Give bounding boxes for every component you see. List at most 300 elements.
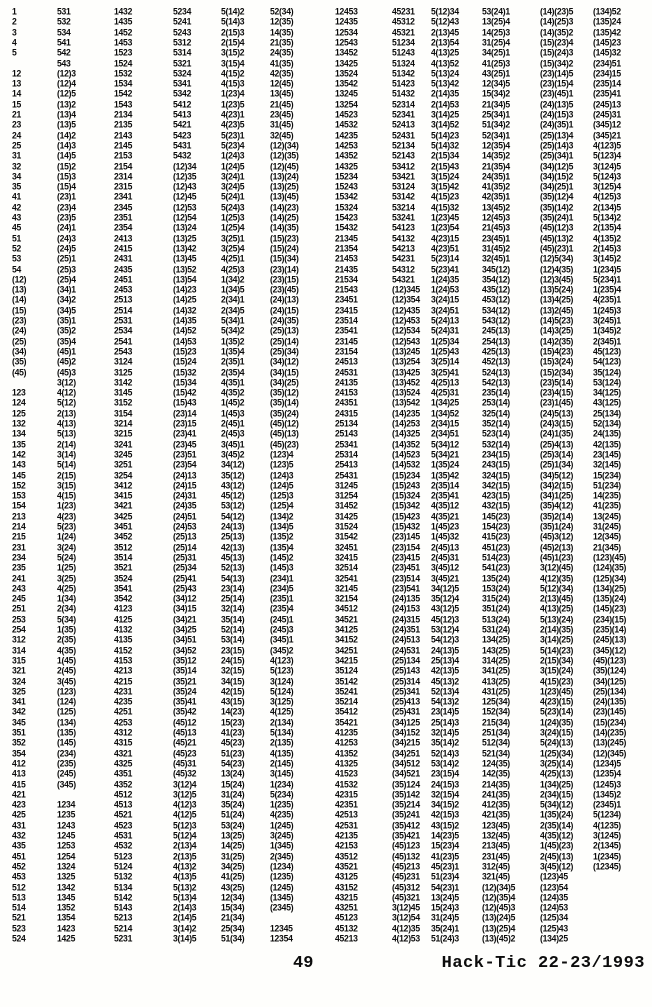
table-cell: 1(23) xyxy=(57,500,76,511)
table-cell: 423(15) xyxy=(482,490,510,501)
table-cell: 21(34) xyxy=(221,912,245,923)
table-cell: (23)54 xyxy=(173,459,197,470)
table-cell: 24(15) xyxy=(221,654,245,666)
table-cell: (24)(135) xyxy=(593,696,627,707)
table-cell: 421 xyxy=(12,788,26,800)
table-cell: 54123 xyxy=(392,222,415,233)
table-cell: (25)14 xyxy=(173,541,197,552)
table-cell: (23)15 xyxy=(173,418,197,429)
table-cell: 13524 xyxy=(335,67,358,79)
table-cell: 4531 xyxy=(114,830,133,841)
table-cell: (23)5 xyxy=(57,212,76,223)
table-cell: (12)4(35) xyxy=(540,263,574,274)
table-cell: 31 xyxy=(12,150,22,161)
table-cell: (35)21 xyxy=(173,675,197,686)
table-cell: 24153 xyxy=(335,387,358,398)
table-cell: 314(25) xyxy=(482,654,510,666)
table-cell: 325(14) xyxy=(482,407,510,419)
table-cell: 134(25) xyxy=(482,634,510,645)
table-cell: (12)5(34) xyxy=(540,253,574,264)
table-cell: 34215 xyxy=(335,654,358,666)
table-cell: 5231 xyxy=(114,933,133,944)
table-cell: 13(45)2 xyxy=(482,201,510,213)
table-cell: (35)2(14) xyxy=(540,510,574,522)
table-cell: (14)523 xyxy=(392,448,420,460)
table-cell: (25)41 xyxy=(173,572,197,583)
table-cell: (14)532 xyxy=(392,459,420,470)
table-cell: 45312 xyxy=(392,16,415,27)
table-cell: 52143 xyxy=(392,150,415,161)
table-cell: 12543 xyxy=(335,36,358,48)
table-cell: 1(45)(23) xyxy=(540,840,574,851)
table-cell: 3(15)24 xyxy=(431,170,459,182)
table-cell: 5341 xyxy=(173,78,192,89)
table-cell: 23145 xyxy=(335,335,358,346)
table-cell: 4(12)53 xyxy=(392,933,420,944)
table-cell: 435 xyxy=(12,840,26,851)
table-cell: 2(13)(45) xyxy=(540,593,574,604)
table-cell: (15)43 xyxy=(173,397,197,408)
table-cell: (134)5 xyxy=(270,521,294,532)
table-cell: 53421 xyxy=(392,170,415,182)
table-cell: 35 xyxy=(12,181,22,192)
table-cell: 2(34)1 xyxy=(221,294,245,305)
table-cell: 42(15) xyxy=(221,685,245,697)
table-cell: 21435 xyxy=(335,263,358,274)
table-cell: (34)152 xyxy=(392,727,420,738)
table-cell: 531(24) xyxy=(482,624,510,635)
table-cell: (12)(34)5 xyxy=(482,881,516,892)
table-cell: 4(35)(12) xyxy=(540,830,574,841)
table-cell: 2431 xyxy=(114,253,133,264)
table-cell: 3(15)4 xyxy=(221,57,245,68)
table-cell: (23)45 xyxy=(173,438,197,449)
table-cell: (34)125 xyxy=(392,716,420,728)
table-cell: (135)4 xyxy=(270,541,294,552)
table-cell: (14)5 xyxy=(57,150,76,161)
table-cell: 13(25)4 xyxy=(482,16,510,27)
table-cell: 143(25) xyxy=(482,644,510,655)
table-cell: 2(34)5 xyxy=(221,304,245,316)
table-cell: 32541 xyxy=(335,572,358,583)
table-cell: 4(15)3 xyxy=(221,78,245,89)
table-cell: (235) xyxy=(57,757,76,769)
table-cell: 5(134)2 xyxy=(593,212,621,223)
table-cell: (134) xyxy=(57,716,76,728)
table-cell: 5(14)23 xyxy=(431,129,459,140)
table-cell: (34)(125) xyxy=(593,675,627,686)
table-cell: 512(34) xyxy=(482,737,510,748)
table-cell: (24)31 xyxy=(173,490,197,501)
table-cell: 2(14)53 xyxy=(431,98,459,110)
table-cell: (34)25 xyxy=(173,624,197,635)
table-cell: 23 xyxy=(12,119,22,130)
table-cell: (14)53 xyxy=(173,335,197,346)
table-cell: (25)3 xyxy=(57,263,76,274)
table-cell: (15)(34)2 xyxy=(540,57,574,68)
table-cell: 53(24)1 xyxy=(482,6,510,17)
table-cell: 521 xyxy=(12,912,26,923)
table-cell: 53(124) xyxy=(593,376,621,388)
table-cell: (35)14 xyxy=(173,665,197,676)
table-cell: 243 xyxy=(12,582,26,594)
table-cell: 34251 xyxy=(335,644,358,655)
table-cell: 2(45)1 xyxy=(221,418,245,429)
table-cell: (345)21 xyxy=(593,129,621,140)
table-cell: 345(12) xyxy=(482,263,510,274)
table-cell: 3(24)51 xyxy=(431,304,459,316)
table-cell: (123) xyxy=(57,685,76,697)
table-cell: 3152 xyxy=(114,397,133,408)
table-cell: (35)1 xyxy=(57,315,76,326)
table-cell: 1(24)5 xyxy=(221,160,245,171)
table-cell: (145)2 xyxy=(270,551,294,563)
table-cell: (25)431 xyxy=(392,706,420,717)
table-cell: 451(23) xyxy=(482,541,510,552)
table-cell: 3(25)14 xyxy=(431,356,459,367)
table-cell: 1(234) xyxy=(270,778,294,789)
table-cell: 4(15)23 xyxy=(431,191,459,202)
table-cell: 3(25)(14) xyxy=(540,757,574,769)
table-cell: 13245 xyxy=(335,88,358,99)
table-cell: 53(14) xyxy=(221,634,245,645)
table-cell: 315(24) xyxy=(482,593,510,604)
table-cell: (124)5 xyxy=(270,479,294,491)
table-cell: 4(13)52 xyxy=(431,57,459,68)
table-cell: 1(24) xyxy=(57,531,76,542)
table-cell: 3(15) xyxy=(57,479,76,491)
table-cell: 1425 xyxy=(57,933,76,944)
table-cell: 4(15)(23) xyxy=(540,675,574,686)
table-cell: 12(45) xyxy=(270,78,294,89)
table-cell: 41325 xyxy=(335,757,358,769)
table-cell: 5(23)(14) xyxy=(540,706,574,717)
table-cell: 5312 xyxy=(173,36,192,48)
table-cell: 1534 xyxy=(114,78,133,89)
table-cell: (24)(13)5 xyxy=(540,98,574,110)
table-cell: (234)5 xyxy=(270,582,294,594)
table-cell: 412 xyxy=(12,757,26,769)
table-cell: 25 xyxy=(12,139,22,151)
table-cell: 142 xyxy=(12,448,26,460)
table-cell: 3412 xyxy=(114,479,133,491)
table-cell: 51243 xyxy=(392,47,415,58)
table-cell: (123)45 xyxy=(540,871,568,882)
table-cell: 2(14)(35) xyxy=(540,624,574,635)
table-cell: (34)251 xyxy=(392,747,420,758)
table-cell: (13)25 xyxy=(173,232,197,243)
table-cell: (35)124 xyxy=(392,778,420,789)
table-cell: (145)3 xyxy=(270,562,294,573)
table-cell: 45(13) xyxy=(221,551,245,563)
table-cell: 4152 xyxy=(114,644,133,655)
table-cell: 342 xyxy=(12,706,26,717)
table-cell: 2534 xyxy=(114,325,133,336)
table-cell: 1(235) xyxy=(270,799,294,810)
table-cell: 31(45) xyxy=(270,119,294,130)
table-cell: 31452 xyxy=(335,500,358,511)
table-cell: 32(45)1 xyxy=(482,253,510,264)
table-cell: 53(12)4 xyxy=(431,624,459,635)
table-cell: 34(12)5 xyxy=(431,582,459,594)
table-cell: 3(14)(25) xyxy=(540,634,574,645)
table-cell: (14)32 xyxy=(173,304,197,316)
table-cell: (34)5 xyxy=(57,304,76,316)
table-cell: 4235 xyxy=(114,696,133,707)
table-cell: (14)(23)5 xyxy=(540,6,574,17)
table-cell: (24)513 xyxy=(392,634,420,645)
table-cell: 4(13)2 xyxy=(173,860,197,872)
table-cell: (234)(15) xyxy=(593,613,627,625)
table-cell: 34(15)2 xyxy=(431,799,459,810)
table-cell: (24)(15) xyxy=(270,304,299,316)
table-cell: (12)34 xyxy=(173,160,197,171)
table-cell: 43(12)5 xyxy=(431,603,459,614)
table-cell: 5(234) xyxy=(270,788,294,800)
table-cell: (14)(23) xyxy=(270,201,299,213)
table-cell: (23)451 xyxy=(392,562,420,573)
table-cell: (15)23 xyxy=(173,345,197,357)
table-cell: (235)1 xyxy=(270,593,294,604)
table-cell: 35(124) xyxy=(593,366,621,377)
table-cell: 1(34)2 xyxy=(221,273,245,285)
table-cell: 1(23)5 xyxy=(221,98,245,110)
table-cell: (25)1(34) xyxy=(540,459,574,470)
table-cell: 14(23)5 xyxy=(431,830,459,841)
table-cell: (45) xyxy=(12,366,27,377)
table-cell: 13(45) xyxy=(270,88,294,99)
table-cell: 1(45)32 xyxy=(431,531,459,542)
table-cell: 45231 xyxy=(392,6,415,17)
table-cell: 4(13)(25) xyxy=(540,603,574,614)
table-cell: (14)(35) xyxy=(270,222,299,233)
table-cell: 13 xyxy=(12,78,22,89)
table-cell: 513(24) xyxy=(482,613,510,625)
table-cell: 14(25)3 xyxy=(482,26,510,37)
table-cell: 35(24) xyxy=(221,799,245,810)
table-cell: 54132 xyxy=(392,232,415,243)
table-cell: 52 xyxy=(12,242,22,254)
table-cell: 2543 xyxy=(114,345,133,357)
table-cell: 21(45) xyxy=(270,98,294,110)
table-cell: (35)24 xyxy=(173,685,197,697)
table-cell: 1(35) xyxy=(57,624,76,635)
table-cell: 13(24)5 xyxy=(431,891,459,903)
table-cell: 4(12)35 xyxy=(392,922,420,934)
table-cell: 3(25)1 xyxy=(221,232,245,243)
table-cell: 42351 xyxy=(335,799,358,810)
table-cell: 421(35) xyxy=(482,809,510,820)
table-cell: 34(15) xyxy=(221,675,245,686)
table-cell: (35)1(24) xyxy=(540,521,574,532)
table-cell: 2(15)34 xyxy=(431,150,459,161)
table-cell: 3415 xyxy=(114,490,133,501)
table-cell: 2143 xyxy=(114,129,133,140)
table-cell: (13)(24)5 xyxy=(482,912,516,923)
table-cell: (24)315 xyxy=(392,613,420,625)
table-cell: (15)234 xyxy=(392,469,420,480)
table-cell: 42(13) xyxy=(221,541,245,552)
table-cell: 1423 xyxy=(57,922,76,934)
table-cell: 1524 xyxy=(114,57,133,68)
table-cell: (35)2 xyxy=(57,325,76,336)
table-cell: (15)24 xyxy=(173,356,197,367)
table-cell: (25)341 xyxy=(392,685,420,697)
table-cell: 4215 xyxy=(114,675,133,686)
table-cell: 21(345) xyxy=(593,541,621,552)
table-cell: 45(12)3 xyxy=(431,613,459,625)
table-cell: 345 xyxy=(12,716,26,728)
table-cell: 3125 xyxy=(114,366,133,377)
table-cell: 523(14) xyxy=(482,428,510,439)
table-cell: 4(12)(35) xyxy=(540,572,574,583)
table-cell: 34(12) xyxy=(221,459,245,470)
table-cell: 54312 xyxy=(392,263,415,274)
table-cell: (1235) xyxy=(270,871,294,882)
table-cell: 3(15)42 xyxy=(431,181,459,192)
table-cell: 412(35) xyxy=(482,799,510,810)
table-cell: 3(1245) xyxy=(593,830,621,841)
table-cell: 251(34) xyxy=(482,727,510,738)
table-cell: 432 xyxy=(12,830,26,841)
table-cell: 2(34) xyxy=(57,603,76,614)
table-cell: 5(13)2 xyxy=(173,881,197,892)
table-cell: 32(14)5 xyxy=(431,727,459,738)
table-cell: (14)35 xyxy=(173,315,197,326)
table-cell: 31245 xyxy=(335,479,358,491)
table-cell: (15)(24) xyxy=(270,242,299,254)
table-cell: 415 xyxy=(12,778,26,789)
table-cell: 5(23)14 xyxy=(431,253,459,264)
table-cell: (23)(14)5 xyxy=(540,67,574,79)
table-cell: 54213 xyxy=(392,242,415,254)
table-cell: (34)(12)5 xyxy=(540,160,574,171)
table-cell: 154(23) xyxy=(482,521,510,532)
table-cell: 21 xyxy=(12,109,22,120)
table-cell: 23154 xyxy=(335,345,358,357)
table-cell: (25)134 xyxy=(392,654,420,666)
table-cell: 1(245) xyxy=(270,819,294,831)
table-cell: 4135 xyxy=(114,634,133,645)
table-cell: 4(12)3 xyxy=(173,799,197,810)
table-cell: (24) xyxy=(12,325,27,336)
table-cell: 2(35)1 xyxy=(221,356,245,367)
table-cell: 14 xyxy=(12,88,22,99)
table-cell: 415(23) xyxy=(482,531,510,542)
table-cell: 34152 xyxy=(335,634,358,645)
table-cell: 51(24) xyxy=(221,809,245,820)
table-cell: 1(2345) xyxy=(593,850,621,861)
table-cell: (15)423 xyxy=(392,510,420,522)
table-cell: 43(15)2 xyxy=(431,819,459,831)
table-cell: 1(35)42 xyxy=(431,469,459,480)
table-cell: 1532 xyxy=(114,67,133,79)
table-cell: 351(24) xyxy=(482,603,510,614)
table-cell: (24)5(13) xyxy=(540,407,574,419)
table-cell: 2(13)4 xyxy=(173,840,197,851)
table-cell: 24(15)3 xyxy=(431,778,459,789)
table-cell: 5(34)2 xyxy=(221,325,245,336)
table-cell: 5(12)43 xyxy=(431,16,459,27)
table-cell: (15)3(24) xyxy=(540,356,574,367)
table-cell: (245)3 xyxy=(270,624,294,635)
table-cell: (14)352 xyxy=(392,438,420,449)
table-cell: 3521 xyxy=(114,562,133,573)
table-cell: 41(235) xyxy=(593,500,621,511)
table-cell: (24)153 xyxy=(392,603,420,614)
table-cell: 12(35) xyxy=(270,16,294,27)
table-cell: 3(124)5 xyxy=(593,160,621,171)
table-cell: (245) xyxy=(57,768,76,779)
table-cell: (25)34 xyxy=(173,562,197,573)
table-cell: 3(45)21 xyxy=(431,572,459,583)
table-cell: (13)452 xyxy=(392,376,420,388)
table-cell: 5(14)3 xyxy=(221,16,245,27)
table-cell: (23)(145) xyxy=(593,706,627,717)
table-cell: 541(23) xyxy=(482,562,510,573)
table-cell: (15)(24)3 xyxy=(540,47,574,58)
table-cell: 3(12) xyxy=(57,376,76,388)
table-cell: 41(25) xyxy=(221,871,245,882)
table-cell: 3452 xyxy=(114,531,133,542)
table-cell: 253(14) xyxy=(482,397,510,408)
table-cell: 52(14)3 xyxy=(431,747,459,758)
table-cell: 425(13) xyxy=(482,345,510,357)
table-cell: 21(45)3 xyxy=(482,222,510,233)
table-cell: 4123 xyxy=(114,603,133,614)
table-cell: 1 xyxy=(12,6,17,17)
table-cell: 23(45)1 xyxy=(482,232,510,243)
table-cell: (45)(23)1 xyxy=(540,242,574,254)
table-cell: 1523 xyxy=(114,47,133,58)
table-cell: 4521 xyxy=(114,809,133,820)
table-cell: (34)512 xyxy=(392,757,420,769)
table-cell: (124)3 xyxy=(270,469,294,480)
table-cell: 4 xyxy=(12,36,17,48)
table-cell: 4513 xyxy=(114,799,133,810)
table-cell: 1352 xyxy=(57,902,76,913)
table-cell: (25)(14)3 xyxy=(540,139,574,151)
table-cell: 3(45) xyxy=(57,675,76,686)
table-cell: (234)15 xyxy=(593,67,621,79)
table-cell: 51(24)3 xyxy=(431,933,459,944)
table-cell: 235 xyxy=(12,562,26,573)
table-cell: 1(345) xyxy=(270,840,294,851)
table-cell: 54 xyxy=(12,263,22,274)
table-cell: 12(34)5 xyxy=(482,78,510,89)
table-cell: 14253 xyxy=(335,139,358,151)
table-cell: 12345 xyxy=(270,922,293,934)
table-cell: 5213 xyxy=(114,912,133,923)
table-cell: (45)12 xyxy=(173,716,197,728)
table-cell: 23(14)5 xyxy=(431,706,459,717)
table-cell: 35142 xyxy=(335,675,358,686)
table-cell: (45)132 xyxy=(392,850,420,861)
table-cell: (134)25 xyxy=(540,933,568,944)
table-cell: (12)(345) xyxy=(593,747,627,758)
table-cell: 1253 xyxy=(57,840,76,851)
table-cell: (35)241 xyxy=(392,809,420,820)
table-cell: 5123 xyxy=(114,850,133,861)
table-cell: 5(13)42 xyxy=(431,78,459,89)
table-cell: 5(34) xyxy=(57,613,76,625)
table-cell: (12)(35) xyxy=(270,150,299,161)
table-cell: 2145 xyxy=(114,139,133,151)
table-cell: (25)143 xyxy=(392,665,420,676)
table-cell: (23)41 xyxy=(173,428,197,439)
table-cell: (24)3 xyxy=(57,232,76,243)
table-cell: 5(34)21 xyxy=(431,448,459,460)
